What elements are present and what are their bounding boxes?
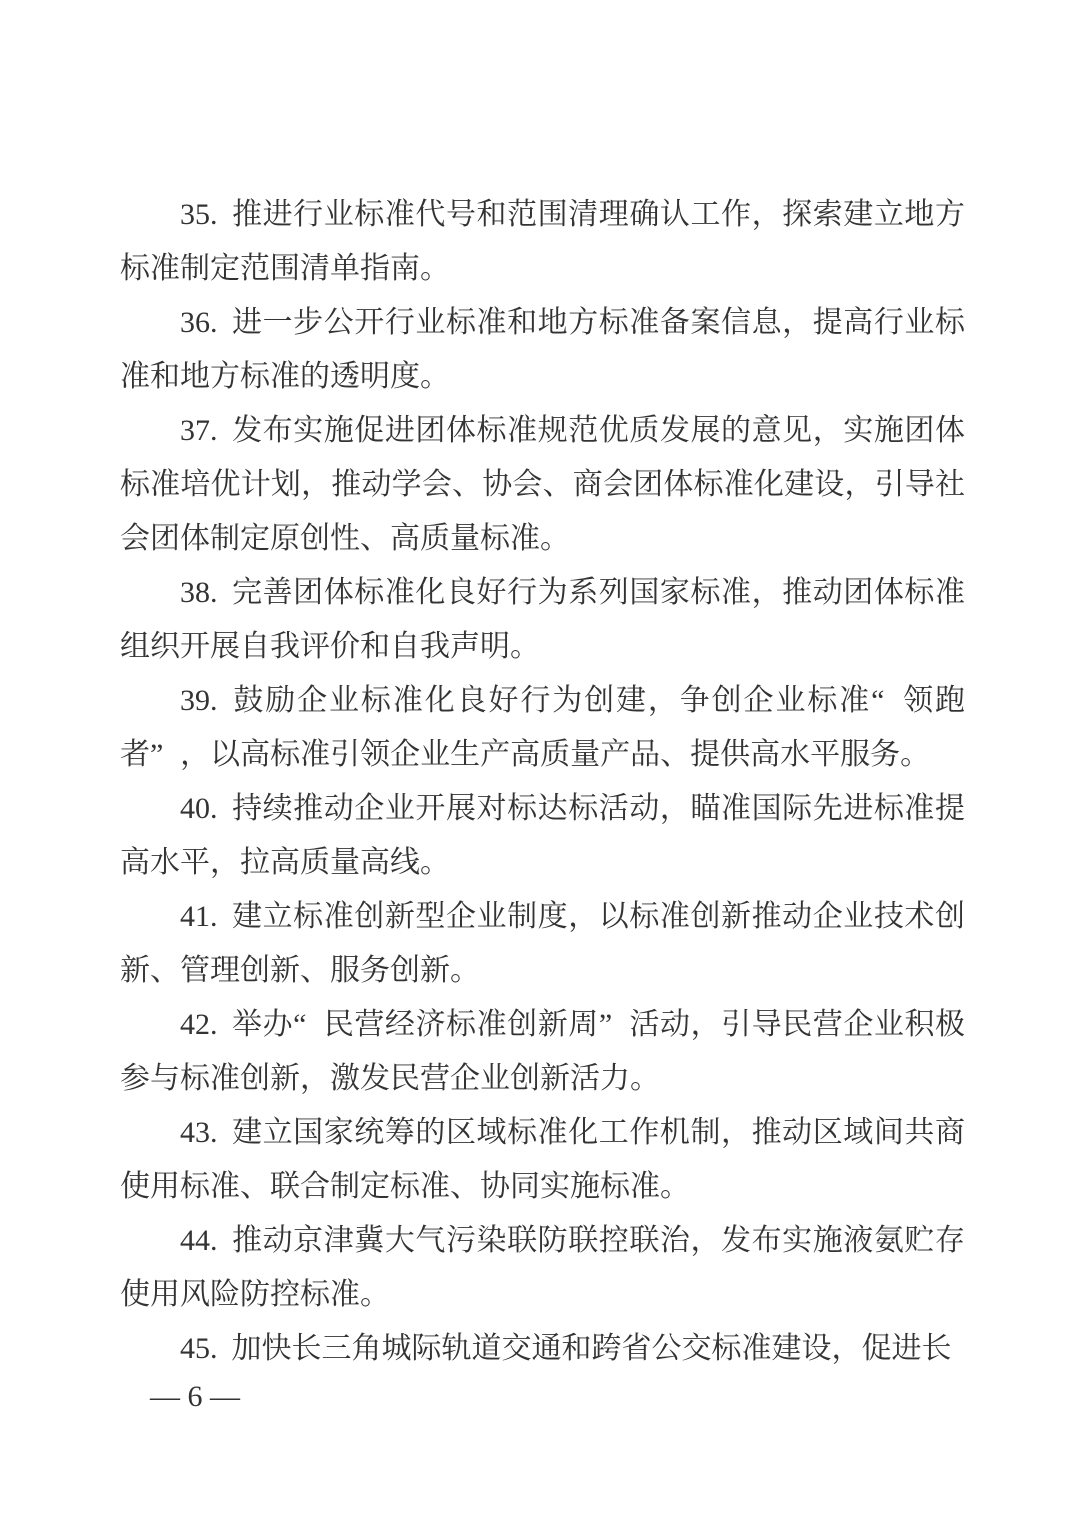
numbered-item — [120, 1322, 965, 1376]
numbered-item — [120, 890, 965, 998]
item-text: 进一步公开行业标准和地方标准备案信息，提高行业标准和地方标准的透明度。 — [120, 306, 965, 393]
item-text: 推动京津冀大气污染联防联控联治，发布实施液氨贮存使用风险防控标准。 — [120, 1224, 965, 1311]
item-number: 39. — [180, 684, 218, 717]
item-number: 44. — [180, 1224, 218, 1257]
item-text: 建立国家统筹的区域标准化工作机制，推动区域间共商使用标准、联合制定标准、协同实施标准。 — [120, 1116, 965, 1203]
numbered-item — [120, 188, 965, 296]
item-text: 完善团体标准化良好行为系列国家标准，推动团体标准组织开展自我评价和自我声明。 — [120, 576, 965, 663]
item-text: 举办“民营经济标准创新周”活动，引导民营企业积极参与标准创新，激发民营企业创新活力。 — [120, 1008, 966, 1095]
page-number: — 6 — — [150, 1380, 240, 1413]
item-number: 36. — [180, 306, 218, 339]
numbered-item — [120, 998, 965, 1106]
item-number: 43. — [180, 1116, 218, 1149]
item-text: 发布实施促进团体标准规范优质发展的意见，实施团体标准培优计划，推动学会、协会、商会团体标准化建设，引导社会团体制定原创性、高质量标准。 — [120, 414, 965, 555]
numbered-item — [120, 782, 965, 890]
numbered-item — [120, 404, 965, 566]
item-text: 推进行业标准代号和范围清理确认工作，探索建立地方标准制定范围清单指南。 — [120, 198, 965, 285]
page-footer — [0, 1376, 1080, 1418]
item-number: 37. — [180, 414, 218, 447]
item-number: 41. — [180, 900, 218, 933]
item-number: 35. — [180, 198, 218, 231]
item-text: 鼓励企业标准化良好行为创建，争创企业标准“领跑者”，以高标准引领企业生产高质量产品、提供高水平服务。 — [120, 684, 966, 771]
item-number: 42. — [180, 1008, 218, 1041]
item-number: 45. — [180, 1332, 218, 1365]
numbered-item — [120, 1106, 965, 1214]
numbered-item — [120, 566, 965, 674]
numbered-item — [120, 674, 965, 782]
numbered-item — [120, 1214, 965, 1322]
item-text: 持续推动企业开展对标达标活动，瞄准国际先进标准提高水平，拉高质量高线。 — [120, 792, 965, 879]
item-number: 38. — [180, 576, 218, 609]
numbered-item — [120, 296, 965, 404]
item-text: 加快长三角城际轨道交通和跨省公交标准建设，促进长 — [231, 1332, 952, 1365]
item-number: 40. — [180, 792, 218, 825]
item-text: 建立标准创新型企业制度，以标准创新推动企业技术创新、管理创新、服务创新。 — [120, 900, 965, 987]
